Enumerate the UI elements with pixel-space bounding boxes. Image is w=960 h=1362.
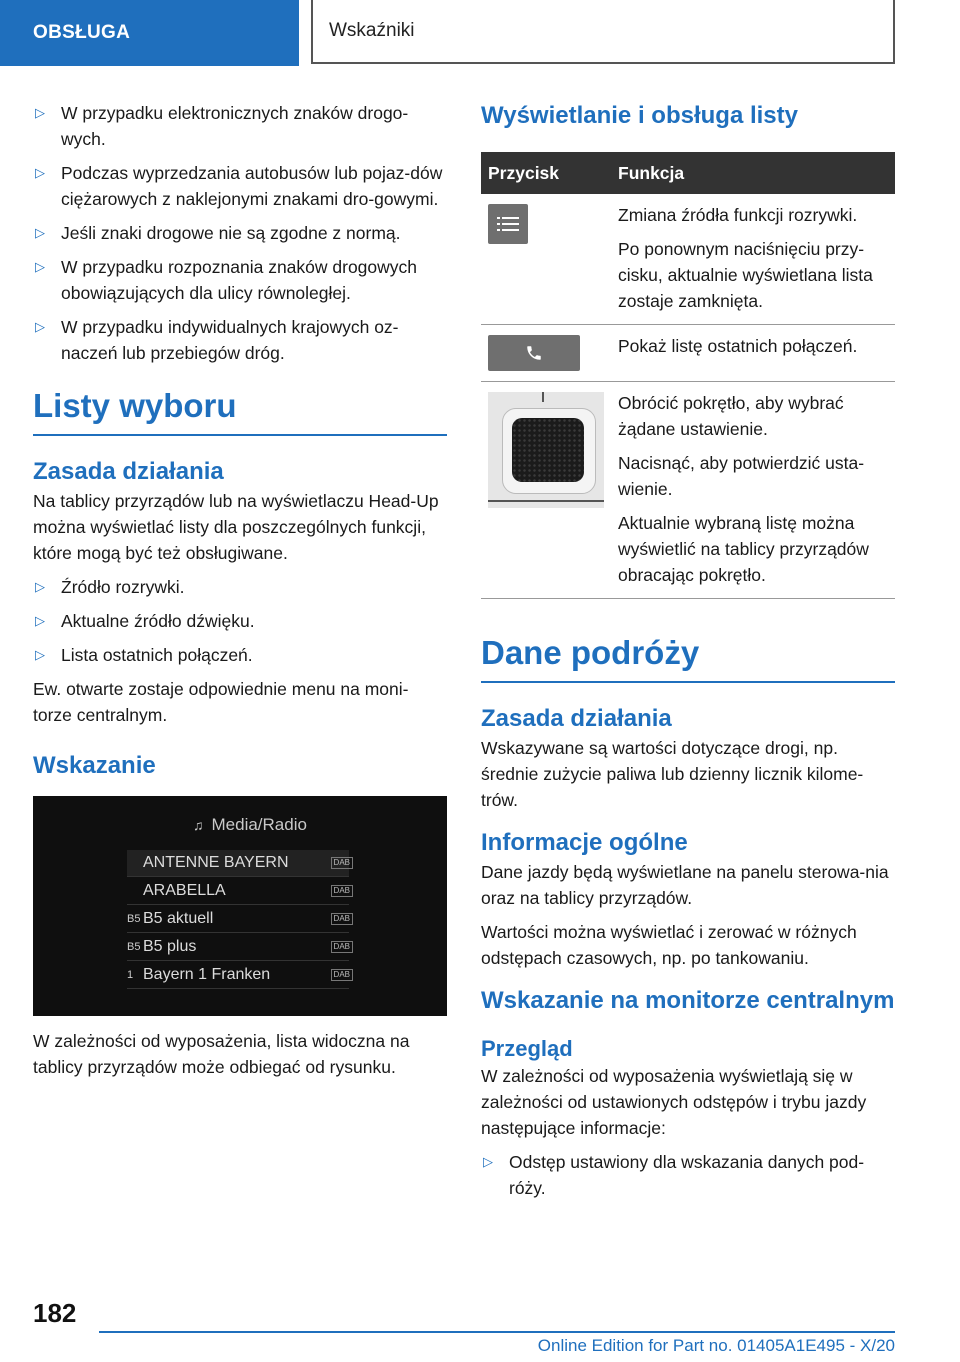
list-item: ▷ Źródło rozrywki. (33, 574, 447, 600)
table-cell-button (481, 325, 611, 382)
radio-station-row: ARABELLA DAB (127, 878, 349, 905)
chapter-tab: Wskaźniki (311, 0, 895, 64)
bullet-list-overview (481, 1149, 895, 1201)
triangle-bullet-icon: ▷ (35, 613, 45, 628)
left-column (33, 100, 447, 1088)
table-cell-function: Pokaż listę ostatnich połączeń. (611, 325, 895, 382)
footer-divider (99, 1331, 895, 1333)
triangle-bullet-icon: ▷ (35, 579, 45, 594)
menu-note: Ew. otwarte zostaje odpowiednie menu na moni-torze centralnym. (33, 679, 409, 725)
media-source-icon: ♫ (193, 817, 204, 833)
triangle-bullet-icon: ▷ (35, 225, 45, 240)
triangle-bullet-icon: ▷ (483, 1154, 493, 1169)
column-header: Funkcja (611, 152, 895, 194)
table-cell-button (481, 194, 611, 325)
list-item: ▷ W przypadku rozpoznania znaków drogowych obowiązujących dla ulicy równoległej. (33, 254, 447, 306)
triangle-bullet-icon: ▷ (35, 319, 45, 334)
heading-list-operation: Wyświetlanie i obsługa listy (481, 102, 798, 129)
bullet-list-top (33, 100, 447, 366)
footer-edition: Online Edition for Part no. 01405A1E495 - X/20 (537, 1336, 895, 1355)
figure-caption: W zależności od wyposażenia, lista widoczna na tablicy przyrządów może odbiegać od rysunku. (33, 1031, 410, 1077)
radio-station-row: 1 Bayern 1 Franken DAB (127, 962, 349, 989)
triangle-bullet-icon: ▷ (35, 259, 45, 274)
heading-general-info: Informacje ogólne (481, 829, 688, 856)
radio-station-row: ANTENNE BAYERN DAB (127, 850, 349, 877)
triangle-bullet-icon: ▷ (35, 647, 45, 662)
column-header: Przycisk (481, 152, 611, 194)
section-tab: OBSŁUGA (0, 0, 299, 66)
table-row (481, 325, 895, 382)
heading-central-monitor: Wskazanie na monitorze centralnym (481, 987, 895, 1014)
table-cell-function: Zmiana źródła funkcji rozrywki. Po ponownym naciśnięciu przy-cisku, aktualnie wyświetlana lista zostaje zamknięta. (611, 194, 895, 325)
general-text-1: Dane jazdy będą wyświetlane na panelu sterowa-nia oraz na tablicy przyrządów. (481, 862, 889, 908)
rotary-knob-image (488, 392, 604, 508)
triangle-bullet-icon: ▷ (35, 165, 45, 180)
heading-principle: Zasada działania (481, 705, 672, 732)
list-item: ▷ Jeśli znaki drogowe nie są zgodne z normą. (33, 220, 447, 246)
heading-overview: Przegląd (481, 1036, 573, 1061)
list-item: ▷ Odstęp ustawiony dla wskazania danych pod-róży. (481, 1149, 895, 1201)
general-text-2: Wartości można wyświetlać i zerować w różnych odstępach czasowych, np. po tankowaniu. (481, 922, 857, 968)
table-cell-button (481, 382, 611, 599)
list-item: ▷ W przypadku elektronicznych znaków drogo-wych. (33, 100, 447, 152)
table-header-row (481, 152, 895, 194)
principle-text: Wskazywane są wartości dotyczące drogi, np. średnie zużycie paliwa lub dzienny licznik kilome-trów. (481, 738, 864, 810)
table-cell-function: Obrócić pokrętło, aby wybrać żądane ustawienie. Nacisnąć, aby potwierdzić usta-wienie. Aktualnie wybraną listę można wyświetlić na tablicy przyrządów obracając pokrętło. (611, 382, 895, 599)
list-item: ▷ W przypadku indywidualnych krajowych oz-naczeń lub przebiegów dróg. (33, 314, 447, 366)
heading-trip-data: Dane podróży (481, 633, 895, 683)
heading-display: Wskazanie (33, 752, 156, 779)
button-function-table (481, 152, 895, 599)
radio-station-row: B5 B5 aktuell DAB (127, 906, 349, 933)
bullet-list-mid (33, 574, 447, 668)
principle-text: Na tablicy przyrządów lub na wyświetlaczu Head-Up można wyświetlać listy dla poszczególnych funkcji, które mogą być też obsługiwane. (33, 491, 439, 563)
phone-icon (488, 335, 580, 371)
table-row (481, 382, 895, 599)
page-number: 182 (33, 1298, 77, 1328)
list-item: ▷ Podczas wyprzedzania autobusów lub pojaz-dów ciężarowych z naklejonymi znakami dro-gowymi. (33, 160, 447, 212)
heading-principle: Zasada działania (33, 458, 224, 485)
radio-station-row: B5 B5 plus DAB (127, 934, 349, 961)
radio-title: ♫ Media/Radio (193, 812, 307, 838)
list-item: ▷ Aktualne źródło dźwięku. (33, 608, 447, 634)
triangle-bullet-icon: ▷ (35, 105, 45, 120)
media-radio-screenshot (33, 796, 447, 1016)
table-row (481, 194, 895, 325)
overview-text: W zależności od wyposażenia wyświetlają się w zależności od ustawionych odstępów i trybu jazdy następujące informacje: (481, 1066, 867, 1138)
list-item: ▷ Lista ostatnich połączeń. (33, 642, 447, 668)
right-column (481, 100, 895, 1209)
heading-selection-lists: Listy wyboru (33, 386, 447, 436)
list-icon (488, 204, 528, 244)
